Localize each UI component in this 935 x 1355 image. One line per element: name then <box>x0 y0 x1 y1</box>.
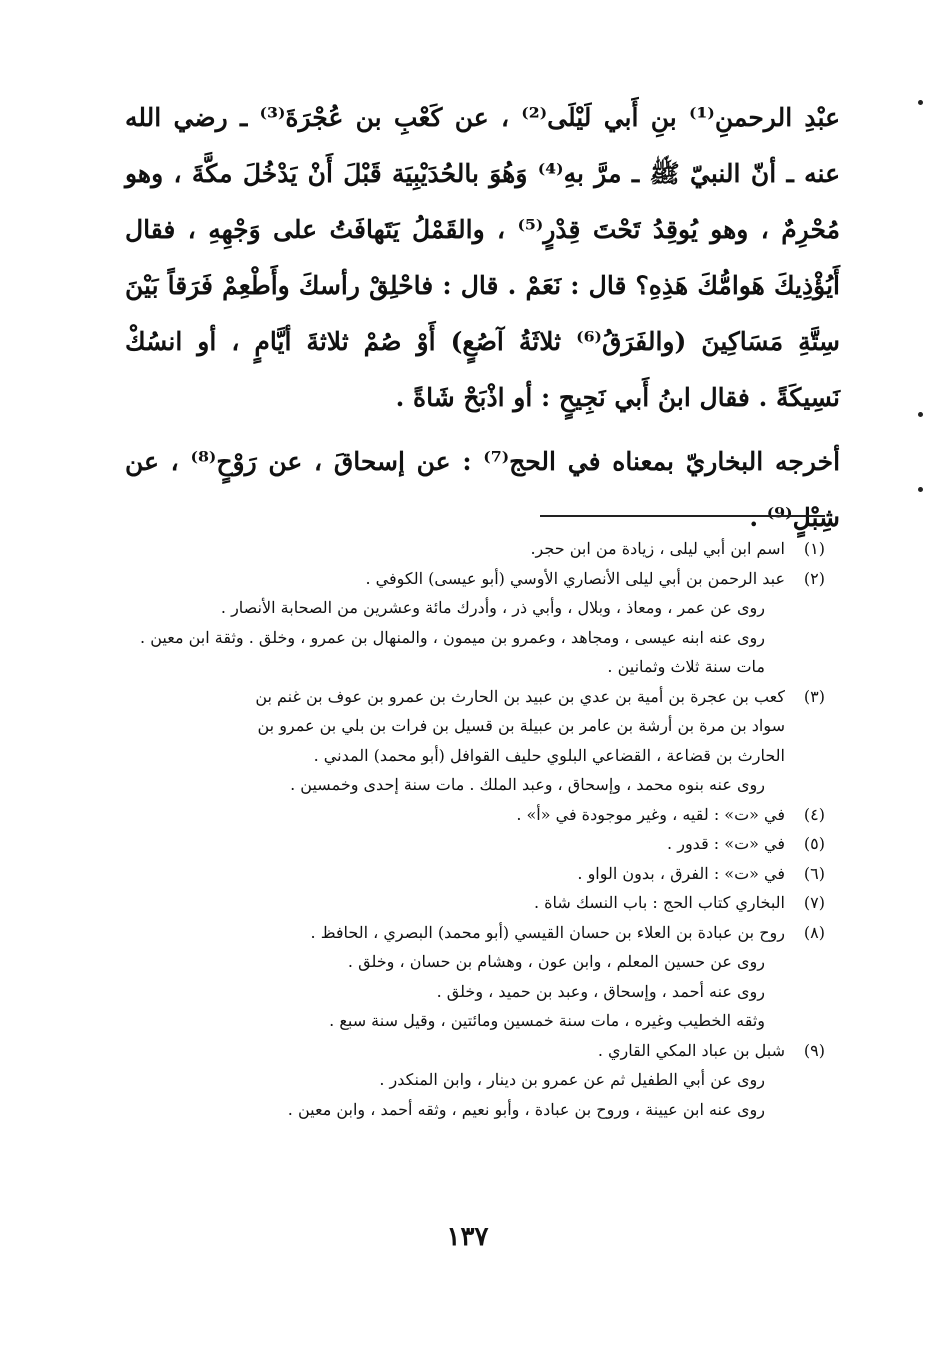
footnote-subtext: روى عن أبي الطفيل ثم عن عمرو بن دينار ، وابن المنكدر . <box>379 1070 765 1089</box>
margin-dot <box>918 100 923 105</box>
footnote-separator <box>540 515 825 517</box>
footnote-6 <box>125 859 825 889</box>
footnote-number: (٩) <box>803 1040 825 1060</box>
footnote-5 <box>125 829 825 859</box>
footnote-subtext: روى عن حسين المعلم ، وابن عون ، وهشام بن حسان ، وخلق . <box>347 952 765 971</box>
margin-dot <box>918 412 923 417</box>
footnote-text: شبل بن عباد المكي القاري . <box>597 1040 785 1060</box>
footnote-subtext: روى عنه أحمد ، وإسحاق ، وعبد بن حميد ، وخلق . <box>436 981 765 1001</box>
hadith-paragraph: عبْدِ الرحمنِ⁽¹⁾ بنِ أَبي لَيْلَى⁽²⁾ ، عن كَعْبِ بن عُجْرَةَ⁽³⁾ ـ رضي الله عنه ـ أنّ النبيّ ﷺ ـ مرَّ بهِ⁽⁴⁾ وَهُوَ بالحُدَيْبِيَة قَبْلَ أَنْ يَدْخُلَ مكَّةَ ، وهو مُحْرِمٌ ، وهو يُوقِدُ تَحْتَ قِدْرٍ⁽⁵⁾ ، والقَمْلُ يَتَهافَتُ على وَجْهِهِ ، فقال أَيُؤْذِيكَ هَوامُّكَ هَذِهِ؟ قال : نَعَمْ . قال : فاحْلِقْ رأسكَ وأَطْعِمْ فَرَقاً بَيْنَ سِتَّةِ مَسَاكِينَ (والفَرَقُ⁽⁶⁾ ثلاثَةُ آصُعٍ) أَوْ صُمْ ثلاثةَ أيَّامٍ ، أو انسُكْ نَسِيكَةً . فقال ابنُ أَبي نَجِيحٍ : أو اذْبَحْ شَاةً . <box>125 103 841 412</box>
footnote-number: (١) <box>803 539 825 558</box>
footnote-number: (٤) <box>803 804 825 824</box>
footnote-subtext: وثقه الخطيب وغيره ، مات سنة خمسين ومائتين ، وقيل سنة سبع . <box>329 1011 765 1030</box>
footnote-subtext: روى عنه ابنه عيسى ، ومجاهد ، وعمرو بن ميمون ، والمنهال بن عمرو ، وخلق . وثقة ابن معين . مات سنة ثلاث وثمانين . <box>140 627 765 676</box>
footnote-7 <box>125 888 825 918</box>
footnote-number: (٨) <box>803 922 825 942</box>
footnote-text: في «ت» : الفرق ، بدون الواو . <box>577 863 785 883</box>
footnote-number: (٢) <box>803 568 825 588</box>
footnote-9 <box>125 1036 825 1125</box>
footnote-text: روح بن عبادة بن العلاء بن حسان القيسي (أبو محمد) البصري ، الحافظ . <box>310 922 785 942</box>
footnote-number: (٧) <box>803 893 825 912</box>
footnote-text: كعب بن عجرة بن أمية بن عدي بن عبيد بن الحارث بن عمرو بن عوف بن غنم بن <box>255 686 785 706</box>
footnote-subtext: روى عن عمر ، ومعاذ ، وبلال ، وأبي ذر ، وأدرك مائة وعشرين من الصحابة الأنصار . <box>220 598 765 617</box>
footnote-text: سواد بن مرة بن أرشة بن عامر بن عبيلة بن قسيل بن فرات بن بلي بن عمرو بن <box>257 716 785 735</box>
footnote-1 <box>125 534 825 564</box>
footnote-number: (٣) <box>803 686 825 706</box>
footnote-number: (٥) <box>803 834 825 853</box>
margin-dot <box>918 487 923 492</box>
footnote-number: (٦) <box>803 863 825 883</box>
footnote-subtext: روى عنه ابن عيينة ، وروح بن عبادة ، وأبو نعيم ، وثقه أحمد ، وابن معين . <box>287 1099 765 1119</box>
footnote-text: في «ت» : لقيه ، وغير موجودة في «أ» . <box>516 804 785 824</box>
footnote-text: عبد الرحمن بن أبي ليلى الأنصاري الأوسي (أبو عيسى) الكوفي . <box>365 568 785 588</box>
footnotes <box>125 534 825 1124</box>
footnote-2 <box>125 564 825 682</box>
footnote-4 <box>125 800 825 830</box>
takhrij-paragraph: أخرجه البخاريّ بمعناه في الحج⁽⁷⁾ : عن إسحاقَ ، عن رَوْحٍ⁽⁸⁾ ، عن شِبْلٍ⁽⁹⁾ . <box>125 447 841 532</box>
footnote-text: في «ت» : قدور . <box>667 834 785 853</box>
footnote-8 <box>125 918 825 1036</box>
footnote-text: البخاري كتاب الحج : باب النسك شاة . <box>534 893 785 912</box>
main-hadith-text <box>125 90 840 546</box>
footnote-subtext: روى عنه بنوه محمد ، وإسحاق ، وعبد الملك . مات سنة إحدى وخمسين . <box>290 775 765 794</box>
footnote-3 <box>125 682 825 800</box>
page-number: ١٣٧ <box>446 1222 489 1252</box>
footnote-text: اسم ابن أبي ليلى ، زيادة من ابن حجر. <box>530 539 785 558</box>
footnote-text: الحارث بن قضاعة ، القضاعي البلوي حليف القوافل (أبو محمد) المدني . <box>313 745 785 765</box>
